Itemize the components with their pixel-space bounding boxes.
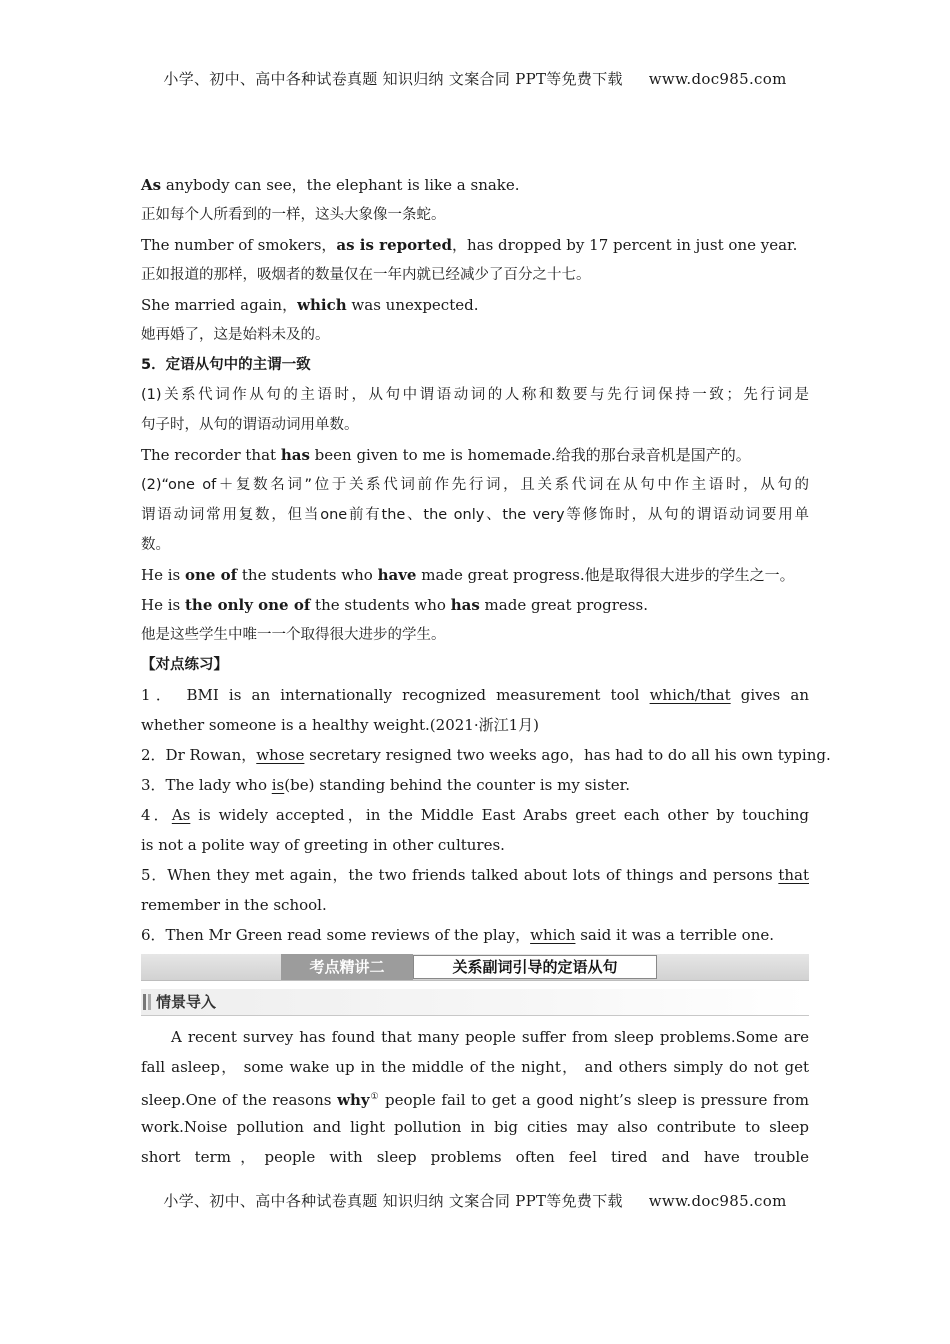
example-as-1: As anybody can see，the elephant is like a snake. [141, 176, 520, 194]
document-body [141, 170, 831, 1172]
rule-2-line-1: (2)“one of＋复数名词”位于关系代词前作先行词，且关系代词在从句中作主语时，从句的 [141, 477, 809, 493]
rule-1-line-1: (1)关系代词作从句的主语时，从句中谓语动词的人称和数要与先行词保持一致；先行词是 [141, 387, 809, 403]
example-which-3-translation: 她再婚了，这是始料未及的。 [141, 327, 330, 343]
rule-2-example-2: He is the only one of the students who has made great progress. [141, 596, 648, 614]
practice-heading: 【对点练习】 [141, 657, 228, 673]
practice-q5-line-1: 5．When they met again，the two friends talked about lots of things and persons that [141, 866, 809, 884]
footnote-marker: ① [369, 1092, 380, 1102]
banner-tag: 考点精讲二 [281, 954, 413, 980]
scene-paragraph-line-1: A recent survey has found that many people suffer from sleep problems.Some are [171, 1028, 809, 1046]
scene-paragraph-line-5: short term，people with sleep problems often feel tired and have trouble [141, 1148, 809, 1166]
answer-q5: that [778, 866, 809, 884]
page-footer [0, 1190, 950, 1211]
practice-q1-line-1: 1． BMI is an internationally recognized measurement tool which/that gives an [141, 686, 809, 704]
rule-2-example-1: He is one of the students who have made great progress.他是取得很大进步的学生之一。 [141, 566, 795, 584]
practice-q2: 2．Dr Rowan，whose secretary resigned two weeks ago，has had to do all his own typing. [141, 746, 831, 764]
section-heading: 5．定语从句中的主谓一致 [141, 357, 311, 373]
practice-q4-line-2: is not a polite way of greeting in other cultures. [141, 836, 505, 854]
rule-1-example: The recorder that has been given to me is homemade.给我的那台录音机是国产的。 [141, 446, 751, 464]
scene-title: 情景导入 [156, 993, 217, 1011]
banner-title: 关系副词引导的定语从句 [413, 955, 657, 979]
rule-1-line-2: 句子时，从句的谓语动词用单数。 [141, 417, 359, 433]
answer-q1: which/that [649, 686, 731, 704]
answer-q4: As [171, 806, 191, 824]
scene-marker-icon-secondary [148, 994, 151, 1010]
scene-paragraph-line-2: fall asleep， some wake up in the middle of the night， and others simply do not get [141, 1058, 809, 1076]
practice-q4-line-1: 4．As is widely accepted，in the Middle East Arabs greet each other by touching [141, 806, 809, 824]
practice-q1-line-2: whether someone is a healthy weight.(2021·浙江1月) [141, 716, 539, 734]
scene-marker-icon [143, 994, 146, 1010]
scene-header [141, 989, 809, 1016]
scene-paragraph-line-3: sleep.One of the reasons why① people fail to get a good night’s sleep is pressure from [141, 1091, 809, 1109]
footer-text: 小学、初中、高中各种试卷真题 知识归纳 文案合同 PPT等免费下载 [163, 1192, 623, 1210]
scene-paragraph-line-4: work.Noise pollution and light pollution in big cities may also contribute to sleep [141, 1118, 809, 1136]
example-as-2-translation: 正如报道的那样，吸烟者的数量仅在一年内就已经减少了百分之十七。 [141, 267, 591, 283]
practice-q5-line-2: remember in the school. [141, 896, 327, 914]
footer-site-link[interactable]: www.doc985.com [648, 1192, 787, 1210]
example-as-1-translation: 正如每个人所看到的一样，这头大象像一条蛇。 [141, 207, 446, 223]
answer-q6: which [530, 926, 576, 944]
rule-2-example-2-translation: 他是这些学生中唯一一个取得很大进步的学生。 [141, 627, 446, 643]
example-as-2: The number of smokers，as is reported，has dropped by 17 percent in just one year. [141, 236, 798, 254]
rule-2-line-3: 数。 [141, 537, 170, 553]
practice-q6: 6．Then Mr Green read some reviews of the play，which said it was a terrible one. [141, 926, 775, 944]
answer-q3: is [271, 776, 285, 794]
answer-q2: whose [256, 746, 305, 764]
section-banner [141, 954, 809, 981]
practice-q3: 3．The lady who is(be) standing behind the counter is my sister. [141, 776, 630, 794]
example-which-3: She married again，which was unexpected. [141, 296, 479, 314]
rule-2-line-2: 谓语动词常用复数，但当one前有the、the only、the very等修饰时，从句的谓语动词要用单 [141, 507, 809, 523]
header-site-link[interactable]: www.doc985.com [648, 70, 787, 88]
header-text: 小学、初中、高中各种试卷真题 知识归纳 文案合同 PPT等免费下载 [163, 70, 623, 88]
page-header [0, 68, 950, 89]
